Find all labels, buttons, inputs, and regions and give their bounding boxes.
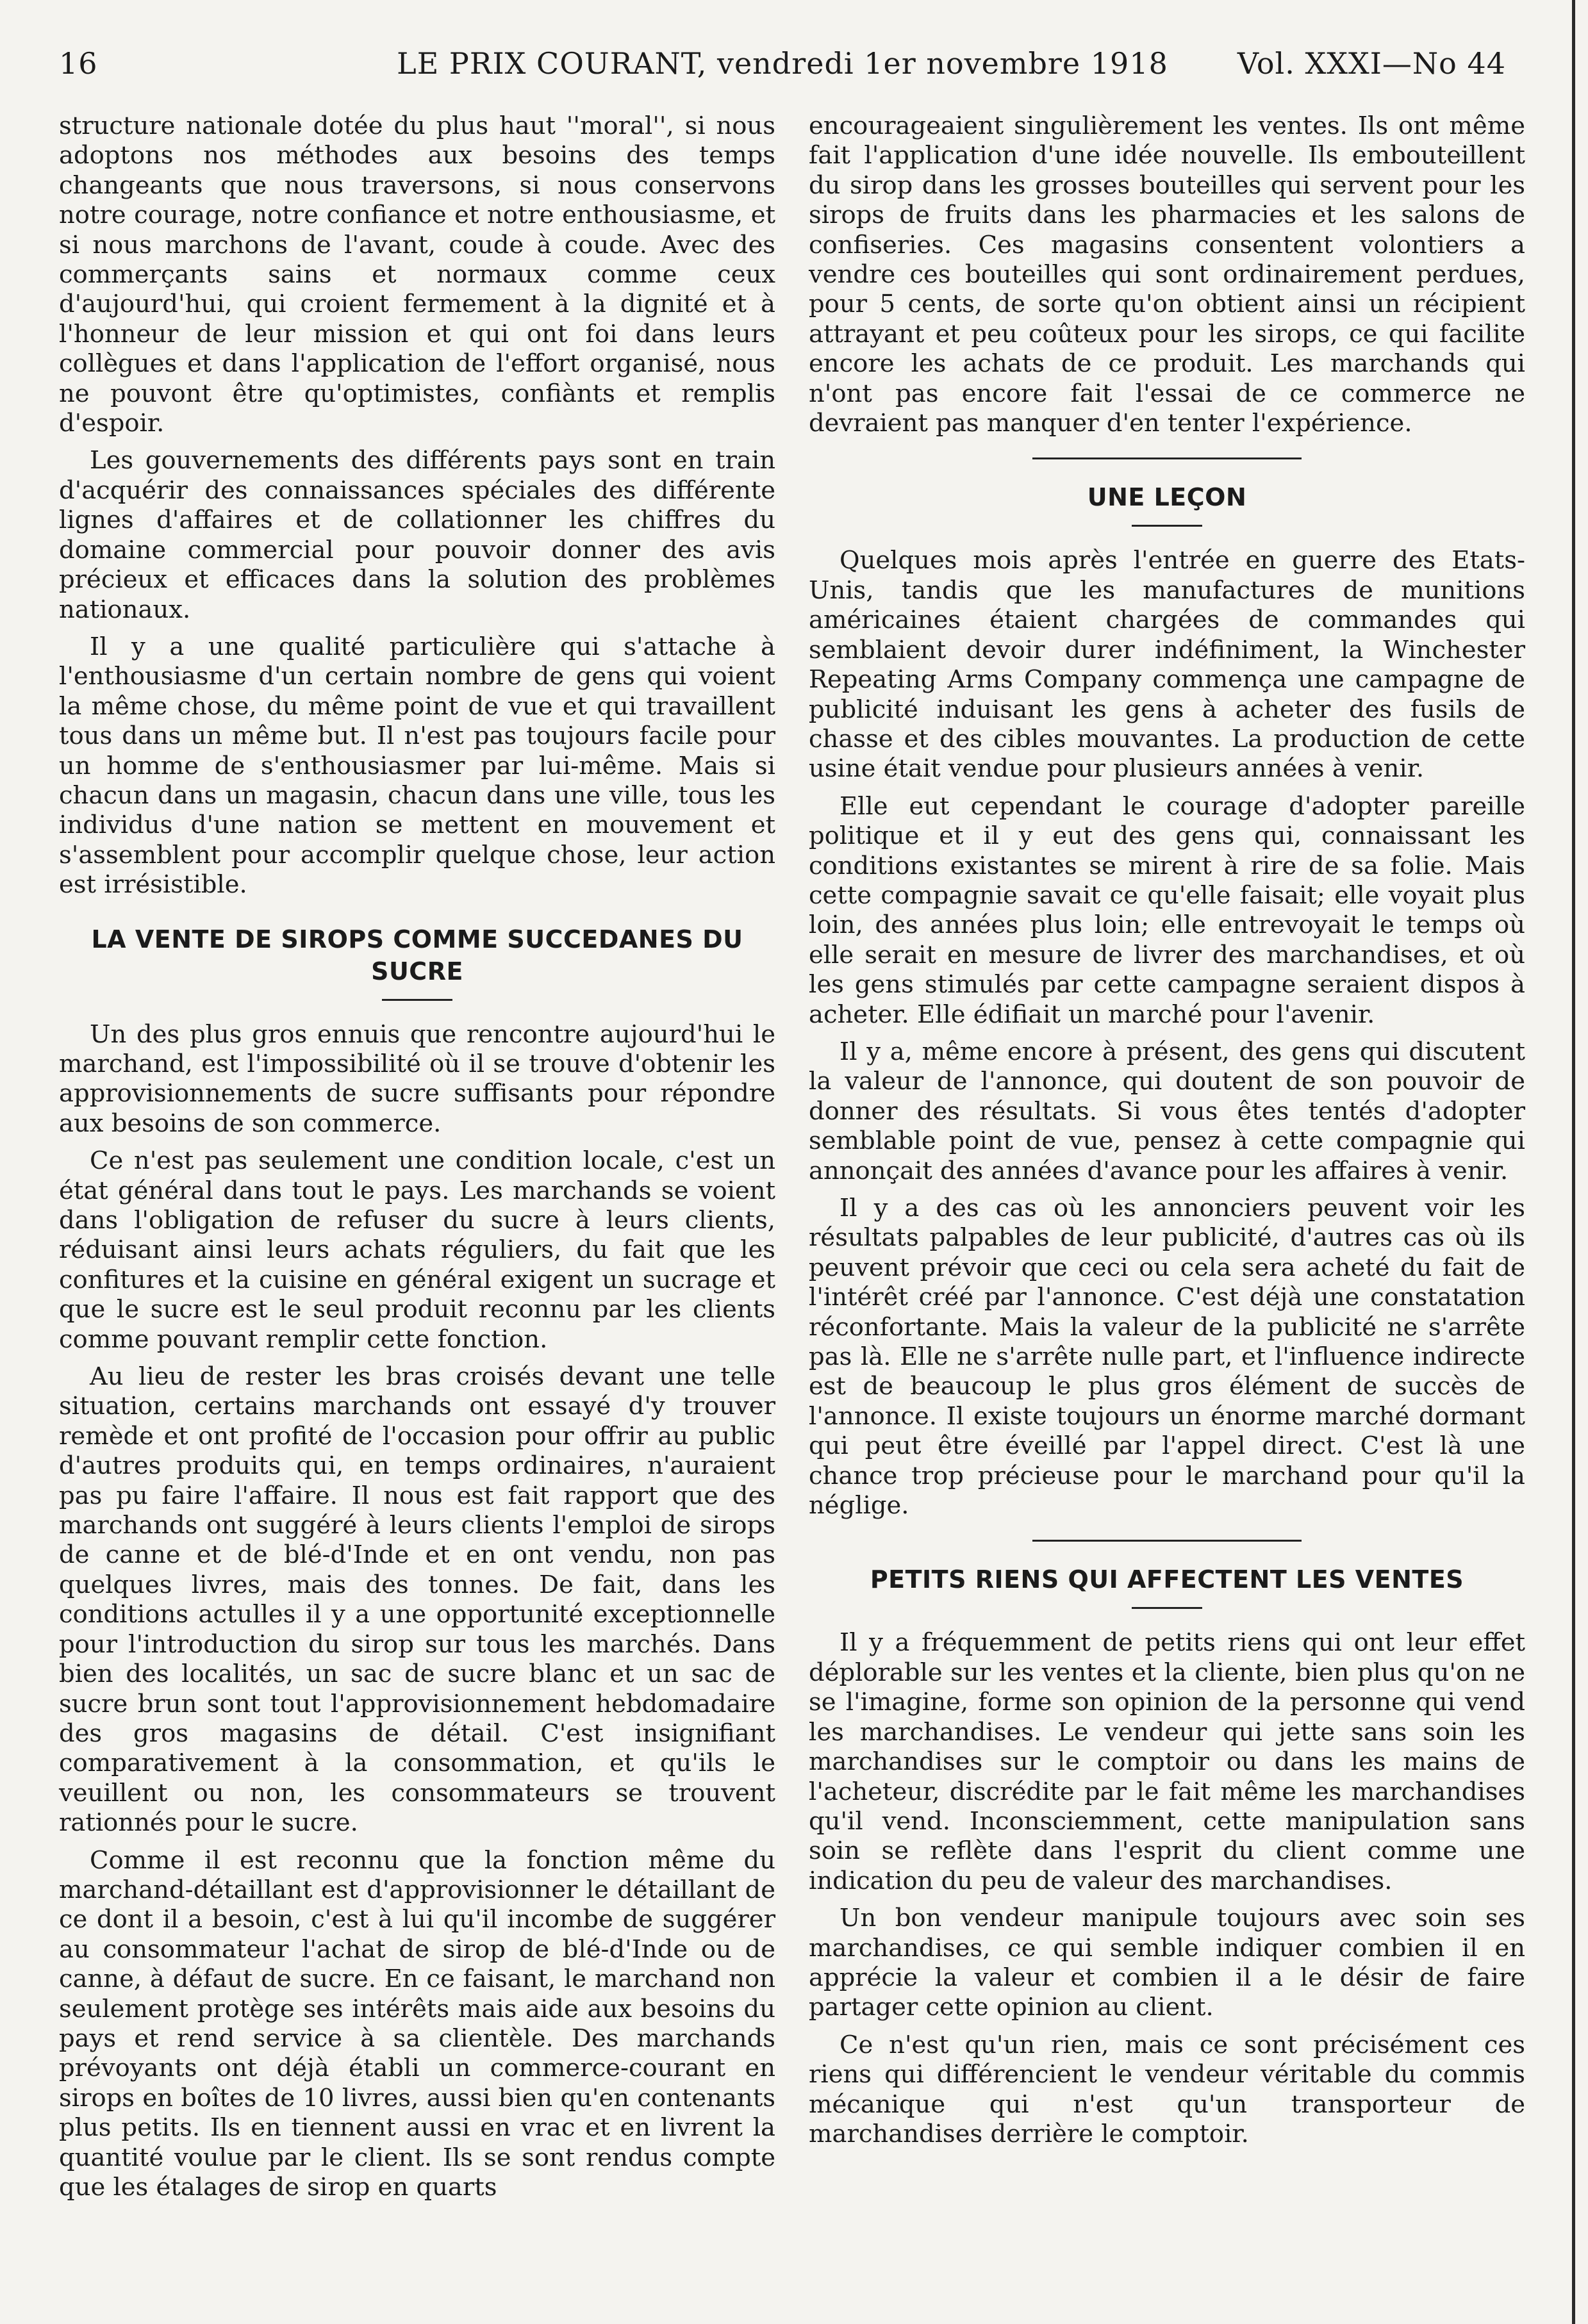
paragraph: Les gouvernements des différents pays sont en train d'acquérir des connaissances spéciales des différente lignes d'affaires et de collationner les chiffres du domaine commercial pour pouvoir donner des avis précieux et efficaces dans la solution des problèmes nationaux. bbox=[59, 446, 775, 624]
heading-divider bbox=[382, 999, 452, 1001]
paragraph: Comme il est reconnu que la fonction même du marchand-détaillant est d'approvisionner le détaillant de ce dont il a besoin, c'est à lui qu'il incombe de suggérer au consommateur l'achat de sirop de blé-d'Inde ou de canne, à défaut de sucre. En ce faisant, le marchand non seulement protège ses intérêts mais aide aux besoins du pays et rend service à sa clientèle. Des marchands prévoyants ont déjà établi un commerce-courant en sirops en boîtes de 10 livres, aussi bien qu'en contenants plus petits. Ils en tiennent aussi en vrac et en livrent la quantité voulue par le client. Ils se sont rendus compte que les étalages de sirop en quarts bbox=[59, 1845, 775, 2202]
publication-title: LE PRIX COURANT, vendredi 1er novembre 1918 bbox=[397, 46, 1168, 81]
paragraph: Ce n'est qu'un rien, mais ce sont précisément ces riens qui différencient le vendeur véritable du commis mécanique qui n'est qu'un transporteur de marchandises derrière le comptoir. bbox=[809, 2030, 1525, 2148]
heading-divider bbox=[1132, 525, 1202, 527]
page-header bbox=[59, 46, 1506, 97]
paragraph: Au lieu de rester les bras croisés devant une telle situation, certains marchands ont essayé d'y trouver remède et ont profité de l'occasion pour offrir au public d'autres produits qui, en temps ordinaires, n'auraient pas pu faire l'affaire. Il nous est fait rapport que des marchands ont suggéré à leurs clients l'emploi de sirops de canne et de blé-d'Inde et en ont vendu, non pas quelques livres, mais des tonnes. De fait, dans les conditions actulles il y a une opportunité exceptionnelle pour l'introduction du sirop sur tous les marchés. Dans bien des localités, un sac de sucre blanc et un sac de sucre brun sont tout l'approvisionnement hebdomadaire des gros magasins de détail. C'est insignifiant comparativement à la consommation, et qu'ils le veuillent ou non, les consommateurs se trouvent rationnés pour le sucre. bbox=[59, 1362, 775, 1838]
paragraph: Il y a des cas où les annonciers peuvent voir les résultats palpables de leur publicité, d'autres cas où ils peuvent prévoir que ceci ou cela sera acheté du fait de l'intérêt créé par l'annonce. C'est déjà une constatation réconfortante. Mais la valeur de la publicité ne s'arrête pas là. Elle ne s'arrête nulle part, et l'influence indirecte est de beaucoup le plus gros élément de succès de l'annonce. Il existe toujours un énorme marché dormant qui peut être éveillé par l'appel direct. C'est là une chance trop précieuse pour le marchand pour qu'il la néglige. bbox=[809, 1194, 1525, 1520]
heading-divider bbox=[1132, 1607, 1202, 1609]
volume-number: Vol. XXXI—No 44 bbox=[1237, 46, 1506, 81]
article-heading-lecon: UNE LEÇON bbox=[1087, 483, 1247, 512]
paragraph: Il y a fréquemment de petits riens qui ont leur effet déplorable sur les ventes et la cliente, bien plus qu'on ne se l'imagine, forme son opinion de la personne qui vend les marchandises. Le vendeur qui jette sans soin les marchandises sur le comptoir ou dans les mains de l'acheteur, discrédite par le fait même les marchandises qu'il vend. Inconsciemment, cette manipulation sans soin se reflète dans l'esprit du client comme une indication du peu de valeur des marchandises. bbox=[809, 1628, 1525, 1895]
paragraph: encourageaient singulièrement les ventes. Ils ont même fait l'application d'une idée nouvelle. Ils embouteillent du sirop dans les grosses bouteilles qui servent pour les sirops de fruits dans les pharmacies et les salons de confiseries. Ces magasins consentent volontiers a vendre ces bouteilles qui sont ordinairement perdues, pour 5 cents, de sorte qu'on obtient ainsi un récipient attrayant et peu coûteux pour les sirops, ce qui facilite encore les achats de ce produit. Les marchands qui n'ont pas encore fait l'essai de ce commerce ne devraient pas manquer d'en tenter l'expérience. bbox=[809, 111, 1525, 438]
paragraph: structure nationale dotée du plus haut ''moral'', si nous adoptons nos méthodes aux besoins des temps changeants que nous traversons, si nous conservons notre courage, notre confiance et notre enthousiasme, et si nous marchons de l'avant, coude à coude. Avec des commerçants sains et normaux comme ceux d'aujourd'hui, qui croient fermement à la dignité et à l'honneur de leur mission et qui ont foi dans leurs collègues et dans l'application de l'effort organisé, nous ne pouvont être qu'optimistes, confiànts et remplis d'espoir. bbox=[59, 111, 775, 438]
paragraph: Elle eut cependant le courage d'adopter pareille politique et il y eut des gens qui, connaissant les conditions existantes se mirent à rire de sa folie. Mais cette compagnie savait ce qu'elle faisait; elle voyait plus loin, des années plus loin; elle entrevoyait le temps où elle serait en mesure de livrer des marchandises, et où les gens stimulés par cette campagne seraient dispos à acheter. Elle édifiait un marché pour l'avenir. bbox=[809, 791, 1525, 1029]
left-column bbox=[59, 111, 775, 2202]
paragraph: Quelques mois après l'entrée en guerre des Etats-Unis, tandis que les manufactures de munitions américaines étaient chargées de commandes qui semblaient devoir durer indéfiniment, la Winchester Repeating Arms Company commença une campagne de publicité induisant les gens à acheter des fusils de chasse et des cibles mouvantes. La production de cette usine était vendue pour plusieurs années à venir. bbox=[809, 546, 1525, 784]
paragraph: Il y a, même encore à présent, des gens qui discutent la valeur de l'annonce, qui doutent de son pouvoir de donner des résultats. Si vous êtes tentés d'adopter semblable point de vue, pensez à cette compagnie qui annonçait des années d'avance pour les affaires à venir. bbox=[809, 1037, 1525, 1185]
section-divider bbox=[1032, 457, 1302, 459]
paragraph: Ce n'est pas seulement une condition locale, c'est un état général dans tout le pays. Les marchands se voient dans l'obligation de refuser du sucre à leurs clients, réduisant ainsi leurs achats réguliers, du fait que les confitures et la cuisine en général exigent un sucrage et que le sucre est le seul produit reconnu par les clients comme pouvant remplir cette fonction. bbox=[59, 1146, 775, 1354]
page-number: 16 bbox=[59, 46, 98, 81]
article-heading-petits-riens: PETITS RIENS QUI AFFECTENT LES VENTES bbox=[870, 1565, 1464, 1594]
paragraph: Il y a une qualité particulière qui s'attache à l'enthousiasme d'un certain nombre de gens qui voient la même chose, du même point de vue et qui travaillent tous dans un même but. Il n'est pas toujours facile pour un homme de s'enthousiasmer par lui-même. Mais si chacun dans un magasin, chacun dans une ville, tous les individus d'une nation se mettent en mouvement et s'assemblent pour accomplir quelque chose, leur action est irrésistible. bbox=[59, 632, 775, 900]
paragraph: Un bon vendeur manipule toujours avec soin ses marchandises, ce qui semble indiquer combien il en apprécie la valeur et combien il a le désir de faire partager cette opinion au client. bbox=[809, 1904, 1525, 2022]
page-edge-line bbox=[1572, 0, 1575, 2324]
paragraph: Un des plus gros ennuis que rencontre aujourd'hui le marchand, est l'impossibilité où il se trouve d'obtenir les approvisionnements de sucre suffisants pour répondre aux besoins de son commerce. bbox=[59, 1019, 775, 1138]
section-divider bbox=[1032, 1540, 1302, 1542]
article-heading-sirops: LA VENTE DE SIROPS COMME SUCCEDANES DU SUCRE bbox=[91, 925, 743, 985]
right-column bbox=[809, 111, 1525, 2149]
